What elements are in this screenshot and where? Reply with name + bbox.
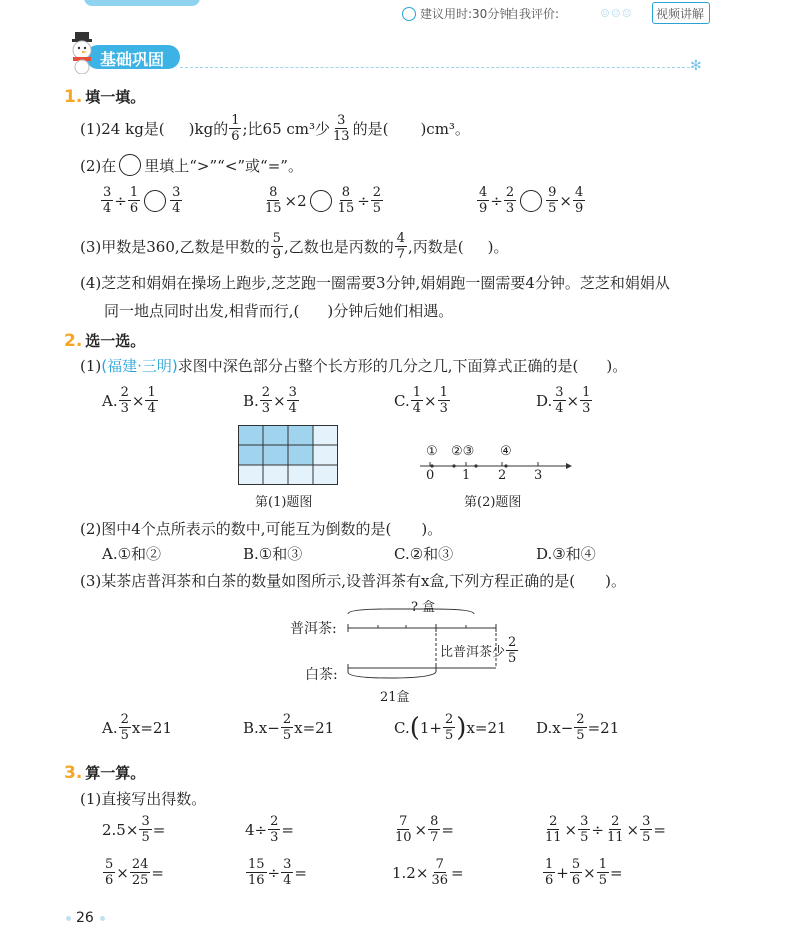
q1-2: (2)在 里填上“>”“<”或“=”。: [80, 154, 303, 176]
q2-3-opt-a[interactable]: A. $\frac{2}{5}$ x=21: [102, 712, 173, 743]
figure-2-caption: 第(2)题图: [464, 495, 522, 510]
figure-1-caption: 第(1)题图: [255, 495, 313, 510]
calc-5[interactable]: $\frac{5}{6}$ × $\frac{24}{25}$ =: [105, 857, 164, 888]
q3-1: (1)直接写出得数。: [80, 790, 207, 808]
banner-title: 基础巩固: [100, 50, 165, 69]
tick-1: 1: [462, 468, 471, 483]
puer-label: 普洱茶:: [290, 621, 337, 637]
calc-1[interactable]: 2.5× $\frac{3}{5}$ =: [102, 814, 166, 845]
video-label: 视频讲解: [656, 7, 705, 21]
calc-4[interactable]: $\frac{2}{11}$ × $\frac{3}{5}$ ÷ $\frac{2}{11}$ × $\frac{3}{5}$ =: [545, 814, 666, 845]
section-1-heading: 1. 填一填。: [64, 87, 146, 107]
q1-4-line2: 同一地点同时出发,相背而行,( )分钟后她们相遇。: [104, 302, 454, 320]
q2-3: (3)某茶店普洱茶和白茶的数量如图所示,设普洱茶有x盒,下列方程正确的是( )。: [80, 572, 626, 590]
clock-icon: [402, 7, 416, 21]
banner-line: [180, 67, 690, 68]
q2-2-opt-a[interactable]: A.①和②: [102, 545, 162, 563]
q2-opt-d[interactable]: D. $\frac{3}{4}$ × $\frac{1}{3}$: [536, 385, 591, 416]
q2-1: (1) (福建·三明) 求图中深色部分占整个长方形的几分之几,下面算式正确的是( )。: [80, 356, 628, 375]
calc-8[interactable]: $\frac{1}{6}$ + $\frac{5}{6}$ × $\frac{1}{5}$ =: [545, 857, 623, 888]
tea-less-label: 比普洱茶少 $\frac{2}{5}$: [440, 635, 517, 666]
tick-0: 0: [426, 468, 435, 483]
fraction: $\frac{3}{13}$: [333, 113, 350, 144]
region-tag: (福建·三明): [101, 357, 178, 375]
q2-2-opt-c[interactable]: C.②和③: [394, 545, 454, 563]
q2-2-opt-d[interactable]: D.③和④: [536, 545, 596, 563]
top-tab: [84, 0, 200, 6]
point-4-label: ④: [500, 444, 512, 459]
footer-dot-left: [66, 916, 71, 921]
circle-blank: [520, 190, 542, 212]
white-tea-label: 白茶:: [305, 667, 338, 683]
tick-3: 3: [534, 468, 543, 483]
compare-2[interactable]: $\frac{8}{15}$ × 2 $\frac{8}{15}$ ÷ $\frac{2}{5}$: [265, 185, 382, 216]
q1-1: (1)24 kg是( )kg的 $\frac{1}{6}$ ;比65 cm³少 $\frac{3}{13}$ 的是( )cm³。: [80, 113, 470, 144]
fraction: $\frac{1}{6}$: [231, 113, 240, 144]
q2-opt-c[interactable]: C. $\frac{1}{4}$ × $\frac{1}{3}$: [394, 385, 448, 416]
footer-dot-right: [100, 916, 105, 921]
point-23-label: ②③: [451, 444, 475, 459]
circle-blank: [144, 190, 166, 212]
compare-3[interactable]: $\frac{4}{9}$ ÷ $\frac{2}{3}$ $\frac{9}{5}$ × $\frac{4}{9}$: [479, 185, 584, 216]
q2-2-opt-b[interactable]: B.①和③: [243, 545, 303, 563]
q2-3-opt-b[interactable]: B.x− $\frac{2}{5}$ x=21: [243, 712, 335, 743]
tea-total-label: ? 盒: [411, 600, 436, 615]
circle-blank: [310, 190, 332, 212]
tick-2: 2: [498, 468, 507, 483]
calc-6[interactable]: $\frac{15}{16}$ ÷ $\frac{3}{4}$ =: [248, 857, 307, 888]
point-1-label: ①: [426, 444, 438, 459]
section-3-heading: 3. 算一算。: [64, 763, 146, 783]
calc-7[interactable]: 1.2× $\frac{7}{36}$ =: [392, 857, 464, 888]
page-number: 26: [76, 910, 94, 926]
q2-2: (2)图中4个点所表示的数中,可能互为倒数的是( )。: [80, 520, 443, 538]
q1-3: (3)甲数是360,乙数是甲数的 $\frac{5}{9}$ ,乙数也是丙数的 $\frac{4}{7}$ ,丙数是( )。: [80, 231, 509, 262]
compare-1[interactable]: $\frac{3}{4}$ ÷ $\frac{1}{6}$ $\frac{3}{4}$: [103, 185, 181, 216]
circle-blank: [119, 154, 141, 176]
q1-4-line1: (4)芝芝和娟娟在操场上跑步,芝芝跑一圈需要3分钟,娟娟跑一圈需要4分钟。芝芝和娟娟从: [80, 274, 670, 292]
self-eval: 自我评价:: [507, 7, 560, 21]
calc-3[interactable]: $\frac{7}{10}$ × $\frac{8}{7}$ =: [395, 814, 454, 845]
number-line: [418, 444, 574, 484]
q2-3-opt-c[interactable]: C. ( 1+ $\frac{2}{5}$ ) x=21: [394, 712, 507, 743]
q2-opt-b[interactable]: B. $\frac{2}{3}$ × $\frac{3}{4}$: [243, 385, 297, 416]
q2-3-opt-d[interactable]: D.x− $\frac{2}{5}$ =21: [536, 712, 620, 743]
white-tea-count: 21盒: [380, 690, 410, 705]
snowman-icon: [64, 30, 100, 74]
calc-2[interactable]: 4÷ $\frac{2}{3}$ =: [245, 814, 294, 845]
snowflake-icon: ✻: [690, 58, 702, 74]
q2-opt-a[interactable]: A. $\frac{2}{3}$ × $\frac{1}{4}$: [102, 385, 156, 416]
suggest-time: 建议用时:30分钟: [420, 7, 512, 21]
section-2-heading: 2. 选一选。: [64, 331, 146, 351]
grid-figure: [238, 425, 338, 487]
rating-faces[interactable]: ☺☺☺: [600, 7, 633, 20]
